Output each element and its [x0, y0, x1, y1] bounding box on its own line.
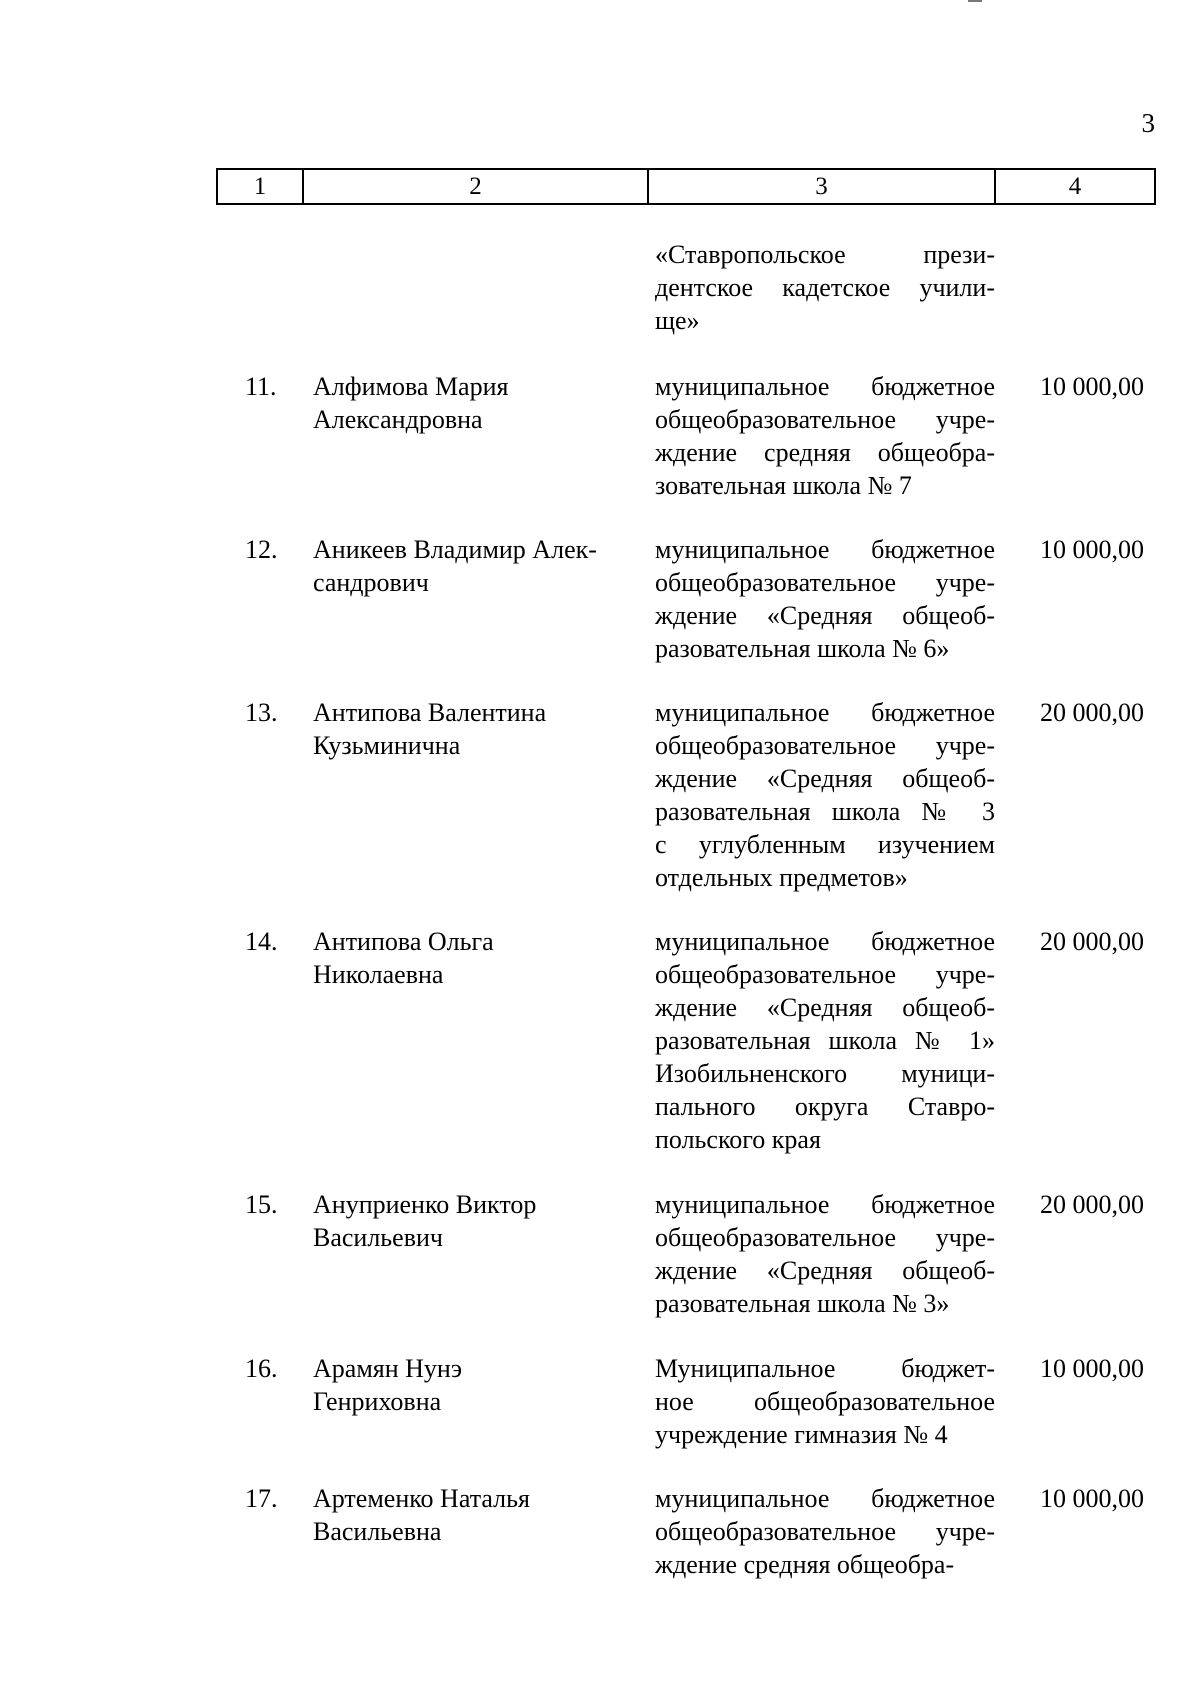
text-line: муниципальное бюджетное: [655, 698, 995, 727]
text-line: Антипова Ольга: [313, 927, 494, 956]
text-line: с углубленным изучением: [655, 830, 995, 859]
text-line: ждение средняя общеобра-: [655, 1550, 955, 1579]
column-header-3: 3: [649, 170, 996, 203]
text-line: разовательная школа № 3: [655, 797, 995, 826]
text-line: разовательная школа № 3»: [655, 1289, 950, 1318]
text-line: разовательная школа № 6»: [655, 634, 950, 663]
amount: 10 000,00: [1040, 372, 1144, 401]
text-line: общеобразовательное учре-: [655, 1517, 995, 1546]
text-line: ждение «Средняя общеоб-: [655, 764, 995, 793]
text-line: Антипова Валентина: [313, 698, 547, 727]
text-line: Васильевич: [313, 1223, 443, 1252]
text-line: Аникеев Владимир Алек-: [313, 535, 597, 564]
text-line: «Ставропольское прези-: [655, 240, 995, 269]
institution-name: [655, 370, 995, 502]
table-row: [0, 696, 1200, 892]
recipient-name: [313, 1352, 633, 1418]
amount: 20 000,00: [1040, 1190, 1144, 1219]
row-number: 14.: [245, 927, 278, 956]
text-line: Арамян Нунэ: [313, 1354, 462, 1383]
recipient-name: [313, 370, 633, 436]
table-row: [0, 925, 1200, 1154]
institution-name: [655, 1352, 995, 1451]
text-line: муниципальное бюджетное: [655, 1484, 995, 1513]
text-line: общеобразовательное учре-: [655, 1223, 995, 1252]
text-line: Изобильненского муници-: [655, 1059, 995, 1088]
recipient-name: [313, 1482, 633, 1548]
recipient-name: [313, 696, 633, 762]
text-line: пального округа Ставро-: [655, 1092, 995, 1121]
text-line: сандрович: [313, 568, 429, 597]
amount: 20 000,00: [1040, 698, 1144, 727]
institution-name: [655, 1188, 995, 1320]
amount: 10 000,00: [1040, 1354, 1144, 1383]
text-line: учреждение гимназия № 4: [655, 1420, 948, 1449]
text-line: ще»: [655, 306, 700, 335]
institution-name: [655, 1482, 995, 1581]
text-line: общеобразовательное учре-: [655, 568, 995, 597]
table-row: [0, 533, 1200, 663]
text-line: Муниципальное бюджет-: [655, 1354, 995, 1383]
text-line: Николаевна: [313, 960, 444, 989]
text-line: зовательная школа № 7: [655, 471, 912, 500]
text-line: муниципальное бюджетное: [655, 372, 995, 401]
column-header-2: 2: [304, 170, 649, 203]
column-header-1: 1: [218, 170, 304, 203]
text-line: Васильевна: [313, 1517, 442, 1546]
text-line: муниципальное бюджетное: [655, 535, 995, 564]
text-line: Алфимова Мария: [313, 372, 509, 401]
amount: 10 000,00: [1040, 1484, 1144, 1513]
text-line: муниципальное бюджетное: [655, 927, 995, 956]
text-line: ное общеобразовательное: [655, 1387, 995, 1416]
institution-name: [655, 533, 995, 665]
row-number: 13.: [245, 698, 278, 727]
recipient-name: [313, 925, 633, 991]
amount: 10 000,00: [1040, 535, 1144, 564]
text-line: дентское кадетское учили-: [655, 273, 995, 302]
scan-artifact: [968, 0, 982, 2]
text-line: разовательная школа № 1»: [655, 1026, 995, 1055]
row-number: 15.: [245, 1190, 278, 1219]
text-line: муниципальное бюджетное: [655, 1190, 995, 1219]
table-row: [0, 1352, 1200, 1449]
page-number: 3: [1141, 108, 1155, 138]
continued-institution-text: [655, 238, 995, 337]
text-line: общеобразовательное учре-: [655, 731, 995, 760]
table-row: [0, 370, 1200, 500]
text-line: общеобразовательное учре-: [655, 405, 995, 434]
row-number: 12.: [245, 535, 278, 564]
text-line: общеобразовательное учре-: [655, 960, 995, 989]
table-row: [0, 1482, 1200, 1579]
column-header-4: 4: [1068, 173, 1082, 200]
table-column-header: [216, 168, 1156, 205]
text-line: ждение «Средняя общеоб-: [655, 601, 995, 630]
text-line: ждение «Средняя общеоб-: [655, 1256, 995, 1285]
text-line: Ануприенко Виктор: [313, 1190, 537, 1219]
institution-name: [655, 925, 995, 1156]
recipient-name: [313, 1188, 633, 1254]
recipient-name: [313, 533, 633, 599]
row-number: 11.: [245, 372, 277, 401]
institution-name: [655, 696, 995, 894]
row-number: 17.: [245, 1484, 278, 1513]
text-line: Генриховна: [313, 1387, 442, 1416]
text-line: Артеменко Наталья: [313, 1484, 530, 1513]
amount: 20 000,00: [1040, 927, 1144, 956]
table-row: [0, 1188, 1200, 1318]
text-line: ждение средняя общеобра-: [655, 438, 995, 467]
row-number: 16.: [245, 1354, 278, 1383]
text-line: отдельных предметов»: [655, 863, 908, 892]
text-line: польского края: [655, 1125, 821, 1154]
text-line: Александровна: [313, 405, 483, 434]
text-line: Кузьминична: [313, 731, 461, 760]
text-line: ждение «Средняя общеоб-: [655, 993, 995, 1022]
